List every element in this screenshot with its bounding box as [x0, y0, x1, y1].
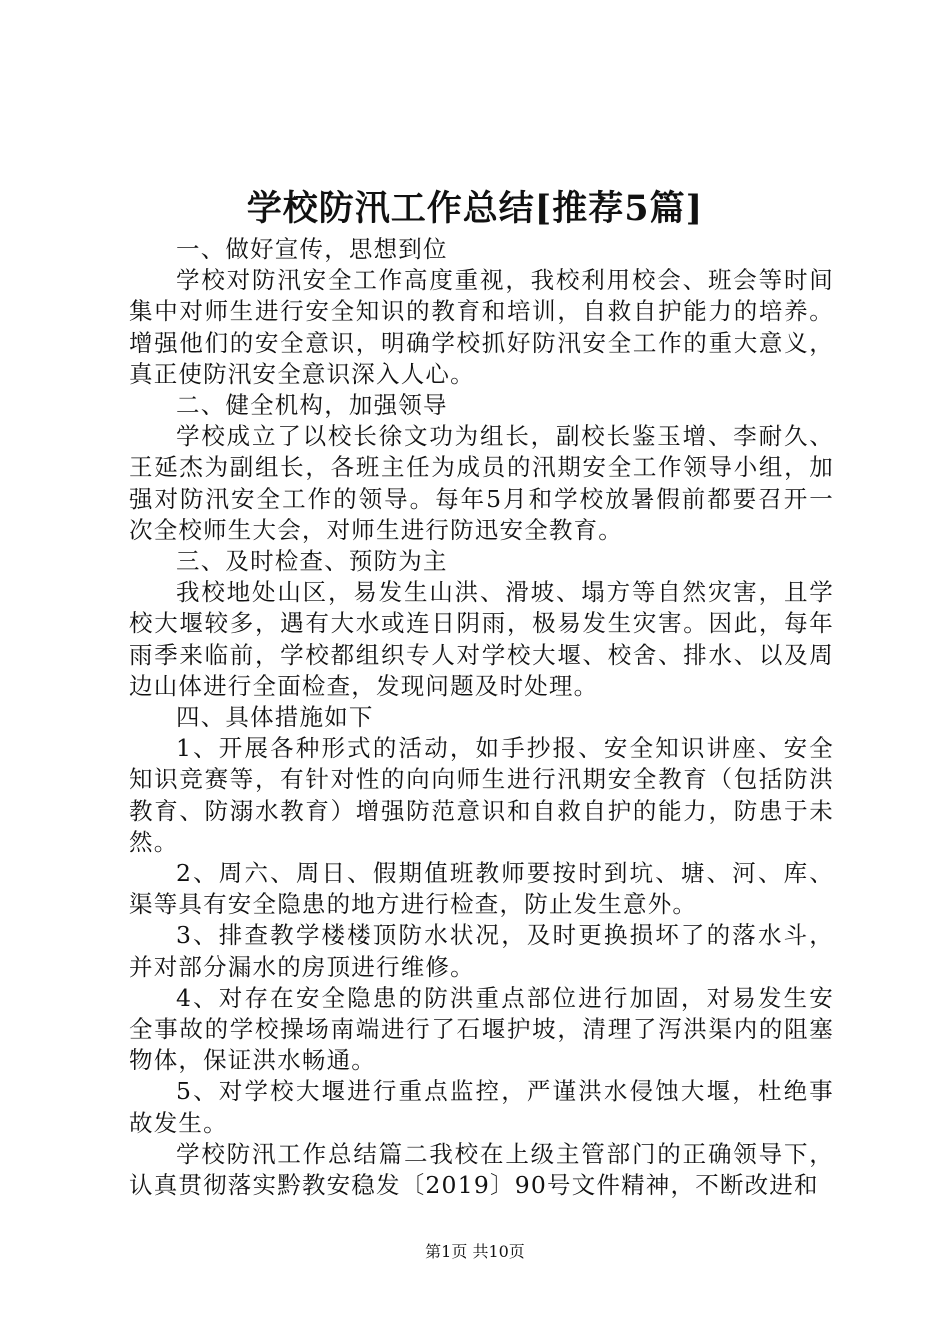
paragraph-1: 学校对防汛安全工作高度重视，我校利用校会、班会等时间集中对师生进行安全知识的教育和培训，自救自护能力的培养。增强他们的安全意识，明确学校抓好防汛安全工作的重大意义，真正使防汛安全意识深入人心。: [129, 266, 834, 388]
section-heading-4: 四、具体措施如下: [176, 703, 374, 732]
paragraph-2: 学校成立了以校长徐文功为组长，副校长鉴玉增、李耐久、王延杰为副组长，各班主任为成员的汛期安全工作领导小组，加强对防汛安全工作的领导。每年5月和学校放暑假前都要召开一次全校师生大会，对师生进行防迅安全教育。: [129, 422, 834, 544]
page-footer: 第1页 共10页: [425, 1242, 525, 1261]
section-heading-3: 三、及时检查、预防为主: [176, 547, 448, 576]
measure-item-5: 5、对学校大堰进行重点监控，严谨洪水侵蚀大堰，杜绝事故发生。: [129, 1077, 834, 1137]
section-heading-1: 一、做好宣传，思想到位: [176, 235, 448, 263]
document-title: 学校防汛工作总结[推荐5篇]: [246, 188, 704, 229]
measure-item-4: 4、对存在安全隐患的防洪重点部位进行加固，对易发生安全事故的学校操场南端进行了石堰护坡，清理了泻洪渠内的阻塞物体，保证洪水畅通。: [129, 983, 834, 1075]
paragraph-3: 我校地处山区，易发生山洪、滑坡、塌方等自然灾害，且学校大堰较多，遇有大水或连日阴雨，极易发生灾害。因此，每年雨季来临前，学校都组织专人对学校大堰、校舍、排水、以及周边山体进行全面检查，发现问题及时处理。: [129, 578, 834, 700]
measure-item-1: 1、开展各种形式的活动，如手抄报、安全知识讲座、安全知识竞赛等，有针对性的向向师生进行汛期安全教育（包括防洪教育、防溺水教育）增强防范意识和自救自护的能力，防患于未然。: [129, 734, 834, 856]
measure-item-3: 3、排查教学楼楼顶防水状况，及时更换损坏了的落水斗，并对部分漏水的房顶进行维修。: [129, 921, 834, 981]
measure-item-2: 2、周六、周日、假期值班教师要按时到坑、塘、河、库、渠等具有安全隐患的地方进行检查，防止发生意外。: [129, 859, 834, 919]
document-body: [129, 234, 834, 1201]
paragraph-4: 学校防汛工作总结篇二我校在上级主管部门的正确领导下，认真贯彻落实黔教安稳发〔2019〕90号文件精神，不断改进和: [129, 1139, 834, 1200]
section-heading-2: 二、健全机构，加强领导: [176, 391, 448, 420]
